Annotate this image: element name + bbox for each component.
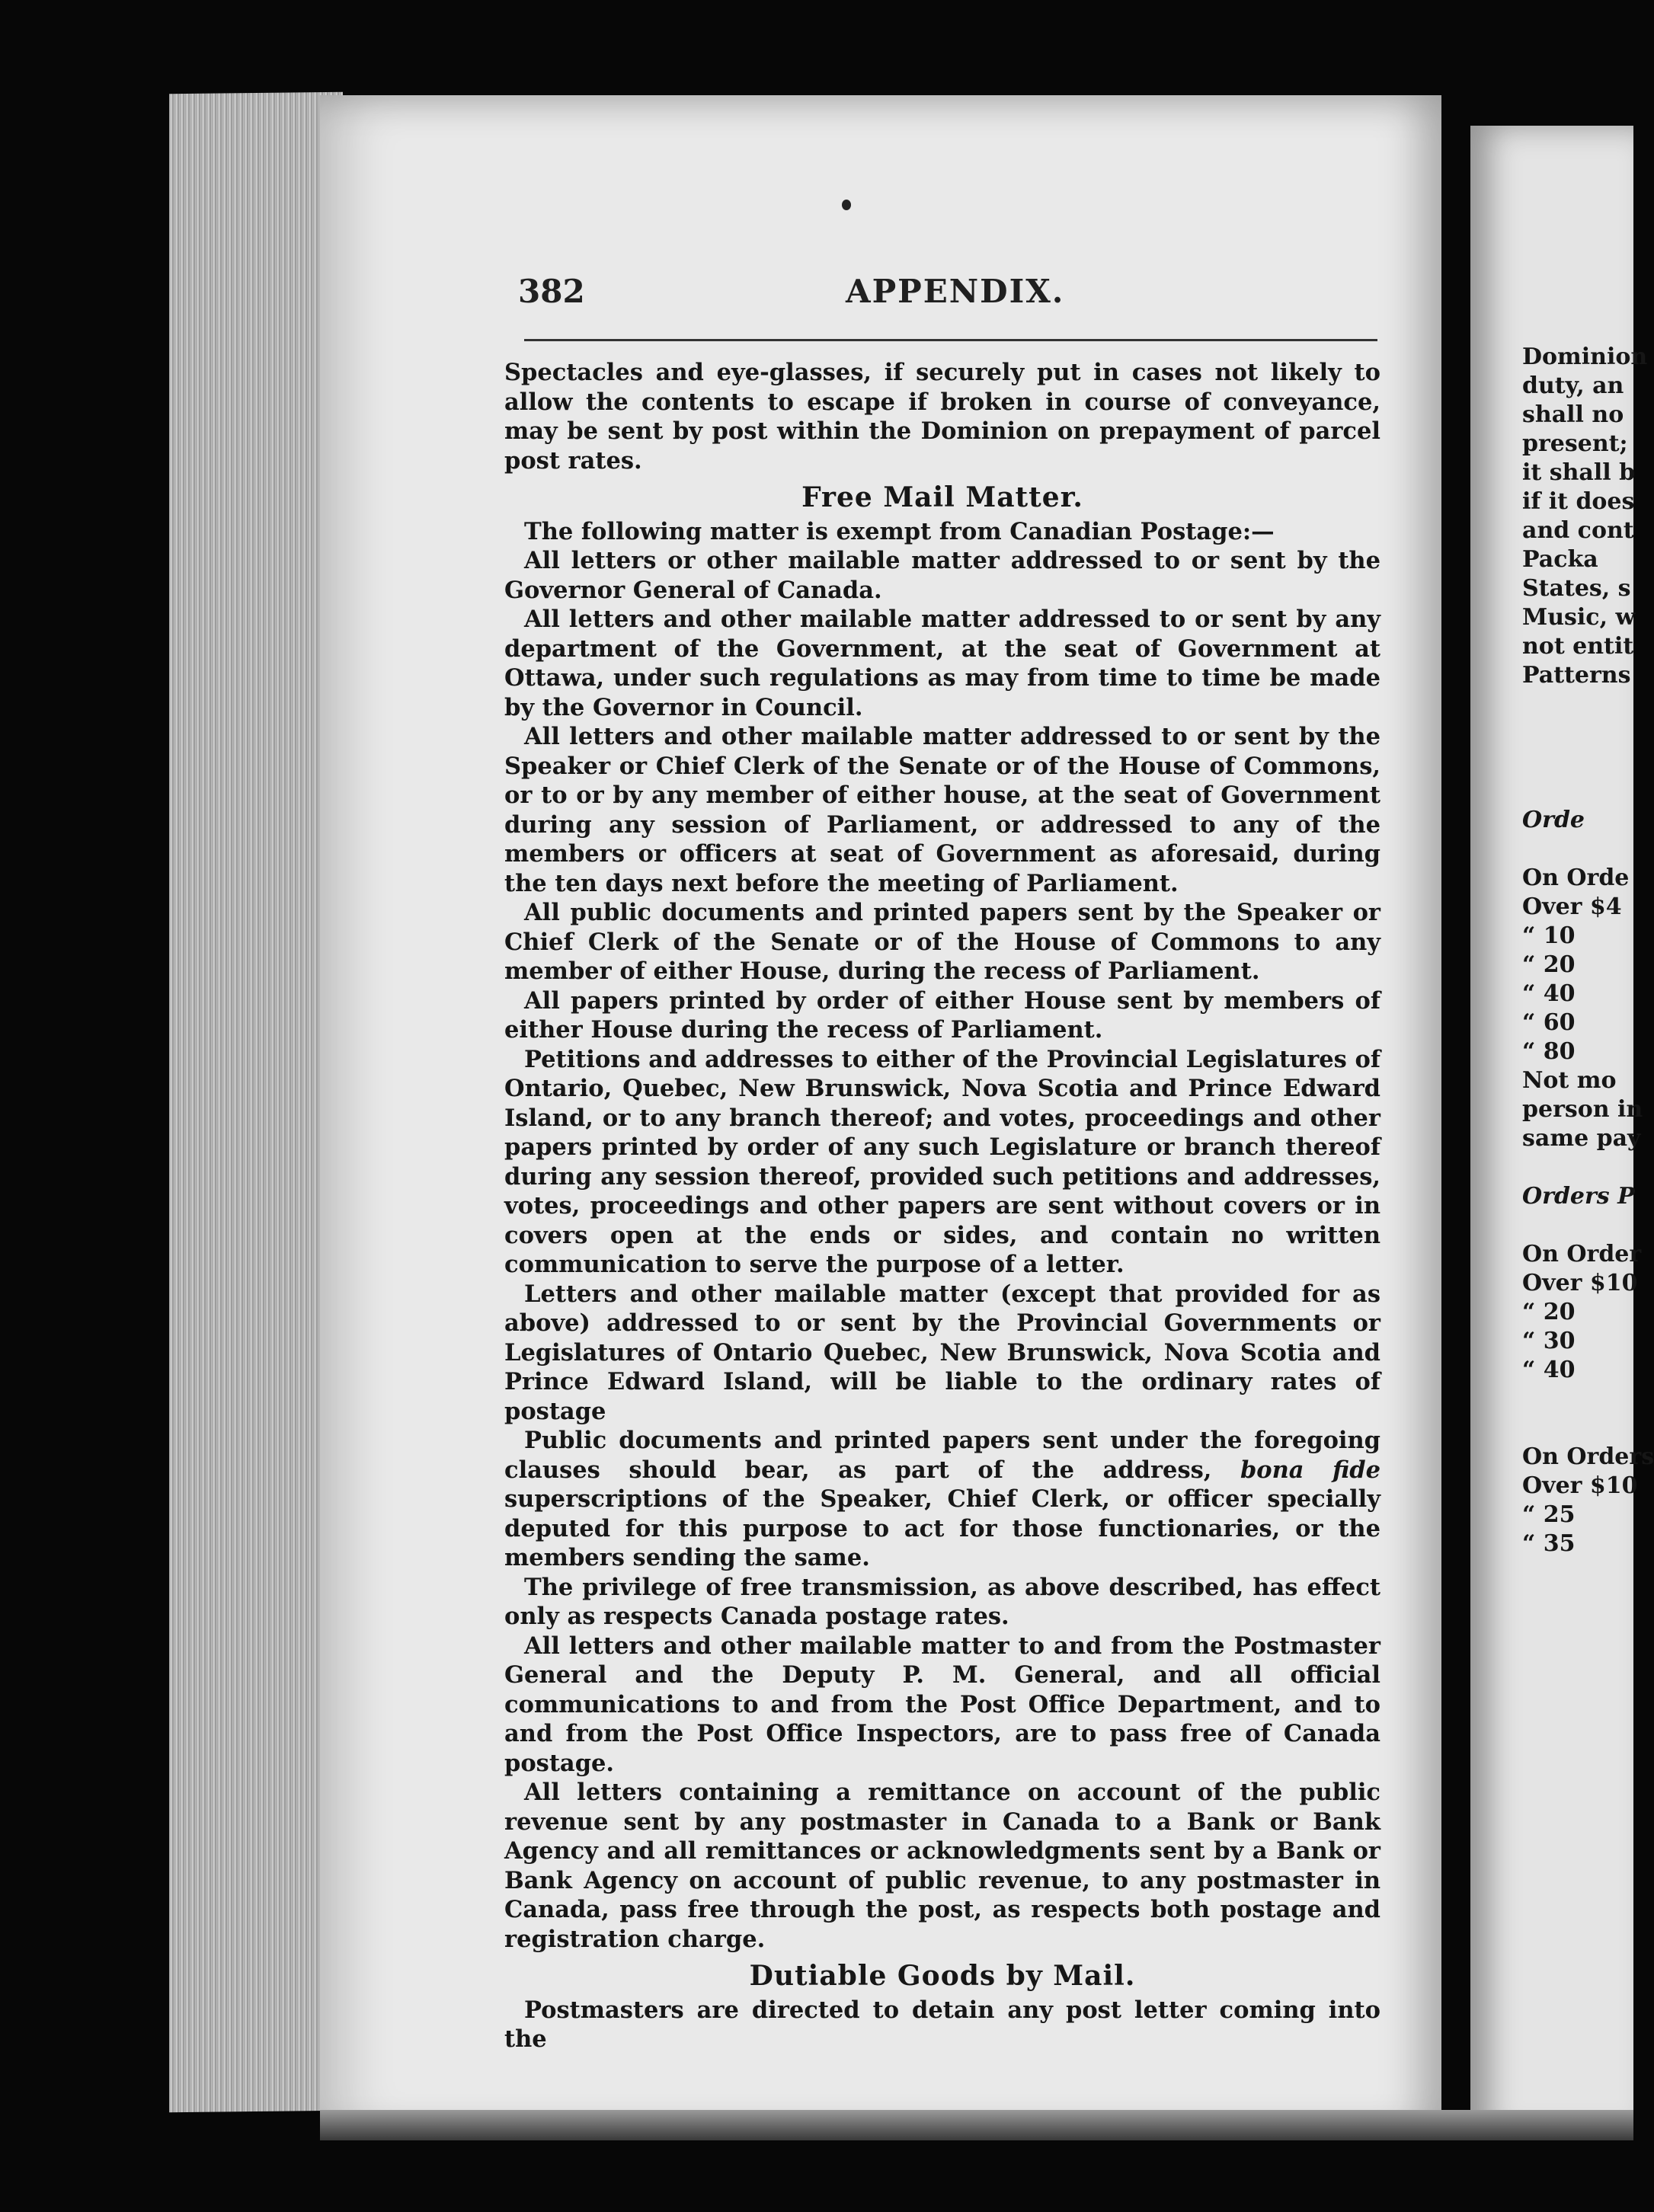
main-text-column <box>504 358 1380 2054</box>
paragraph: All papers printed by order of either House sent by members of either House during the recess of Parliament. <box>504 986 1380 1044</box>
paragraph-text: Public documents and printed papers sent under the foregoing clauses should bear, as part of the address, <box>504 1427 1380 1484</box>
paragraph: Petitions and addresses to either of the Provincial Legislatures of Ontario, Quebec, New Brunswick, Nova Scotia and Prince Edward Island, or to any branch thereof; and votes, proceedings and other papers printed by order of any such Legislature or branch thereof during any session thereof, provided such petitions and addresses, votes, proceedings and other papers are sent without covers or in covers open at the ends or sides, and contain no written communication to serve the purpose of a letter. <box>504 1045 1380 1278</box>
paragraph: All letters and other mailable matter addressed to or sent by the Speaker or Chief Clerk of the Senate or of the House of Commons, or to or by any member of either house, at the seat of Government during any session of Parliament, or addressed to any of the members or officers at seat of Government as aforesaid, during the ten days next before the meeting of Parliament. <box>504 723 1380 897</box>
right-page-line: present; <box>1522 430 1628 457</box>
page-header <box>518 273 1379 318</box>
right-page-line: “ 25 <box>1522 1501 1576 1528</box>
paragraph: All letters containing a remittance on account of the public revenue sent by any postmaster in Canada to a Bank or Bank Agency and all remittances or acknowledgments sent by a Bank or Bank Agency on account of public revenue, to any postmaster in Canada, pass free through the post, as respects both postage and registration charge. <box>504 1779 1380 1953</box>
right-page-line: On Orders <box>1522 1443 1654 1470</box>
paragraph-text: superscriptions of the Speaker, Chief Clerk, or officer specially deputed for this purpose to act for those functionaries, or the members sending the same. <box>504 1485 1380 1571</box>
right-page-line: Orde <box>1522 807 1585 833</box>
right-page-line: “ 10 <box>1522 922 1576 949</box>
right-page-line: person in <box>1522 1096 1643 1123</box>
right-page-line <box>1522 690 1633 719</box>
right-page-line <box>1522 1385 1633 1414</box>
paragraph-italic: bona fide <box>1240 1456 1380 1484</box>
right-page-line <box>1522 719 1633 748</box>
right-page-line: and cont <box>1522 517 1634 544</box>
running-head: APPENDIX. <box>846 273 1065 310</box>
right-page-line: it shall b <box>1522 459 1636 486</box>
printer-mark <box>842 200 851 210</box>
paragraph: All letters and other mailable matter addressed to or sent by any department of the Government, at the seat of Government at Ottawa, under such regulations as may from time to time be made by the Governor in Council. <box>504 606 1380 721</box>
paragraph: All letters or other mailable matter addressed to or sent by the Governor General of Canada. <box>504 547 1380 604</box>
right-page-line: duty, an <box>1522 372 1624 399</box>
right-page-line: shall no <box>1522 401 1624 428</box>
right-page-line: Patterns <box>1522 662 1631 689</box>
right-page-line <box>1522 1211 1633 1240</box>
right-page-line: On Orde <box>1522 865 1630 891</box>
right-page-line <box>1522 777 1633 806</box>
right-page-line <box>1522 835 1633 864</box>
page-bottom-shadow <box>320 2110 1633 2140</box>
right-page-line: “ 60 <box>1522 1009 1576 1036</box>
right-page-line: “ 40 <box>1522 1357 1576 1383</box>
right-page-line: Packa <box>1522 546 1598 573</box>
paragraph: All public documents and printed papers sent by the Speaker or Chief Clerk of the Senate or of the House of Commons to any member of either House, during the recess of Parliament. <box>504 899 1380 985</box>
right-page-line: Orders P <box>1522 1183 1635 1210</box>
right-page-line: Over $10 <box>1522 1270 1638 1296</box>
section-heading: Free Mail Matter. <box>801 481 1083 513</box>
right-page-text <box>1522 343 1654 1558</box>
right-page-line: States, s <box>1522 575 1631 602</box>
right-page-line <box>1522 748 1633 777</box>
right-page-line: “ 30 <box>1522 1328 1576 1354</box>
right-page-line: Not mo <box>1522 1067 1617 1094</box>
right-page-line: Over $10 <box>1522 1472 1638 1499</box>
page-number: 382 <box>518 273 585 310</box>
header-rule <box>524 339 1377 341</box>
paragraph: The privilege of free transmission, as above described, has effect only as respects Canada postage rates. <box>504 1573 1380 1630</box>
right-page-line: Dominion <box>1522 344 1648 370</box>
right-page-line: Over $4 <box>1522 893 1622 920</box>
right-page-line: “ 20 <box>1522 951 1576 978</box>
right-page-line: On Order <box>1522 1241 1642 1267</box>
book-page-edges <box>169 92 343 2112</box>
right-page-line: same pay <box>1522 1125 1641 1152</box>
right-page-line: “ 20 <box>1522 1299 1576 1325</box>
section-heading: Dutiable Goods by Mail. <box>749 1960 1136 1992</box>
right-page-line <box>1522 1153 1633 1182</box>
right-page-line: “ 80 <box>1522 1038 1576 1065</box>
right-page-line: not entit <box>1522 633 1634 660</box>
paragraph: Letters and other mailable matter (except that provided for as above) addressed to or sent by the Provincial Governments or Legislatures of Ontario Quebec, New Brunswick, Nova Scotia and Prince Edward Island, will be liable to the ordinary rates of postage <box>504 1280 1380 1425</box>
right-page-line: if it does <box>1522 488 1635 515</box>
right-page-line <box>1522 1414 1633 1443</box>
right-page-line: “ 35 <box>1522 1530 1576 1557</box>
right-page-line: Music, w <box>1522 604 1636 631</box>
paragraph <box>504 1426 1380 1573</box>
paragraph: All letters and other mailable matter to and from the Postmaster General and the Deputy P. M. General, and all official communications to and from the Post Office Department, and to and from the Post Office Inspectors, are to pass free of Canada postage. <box>504 1632 1380 1777</box>
paragraph: Postmasters are directed to detain any post letter coming into the <box>504 1996 1380 2053</box>
right-page-line: “ 40 <box>1522 980 1576 1007</box>
paragraph: The following matter is exempt from Canadian Postage:— <box>524 517 1275 545</box>
paragraph: Spectacles and eye-glasses, if securely put in cases not likely to allow the contents to escape if broken in course of conveyance, may be sent by post within the Dominion on prepayment of parcel post rates. <box>504 359 1380 475</box>
